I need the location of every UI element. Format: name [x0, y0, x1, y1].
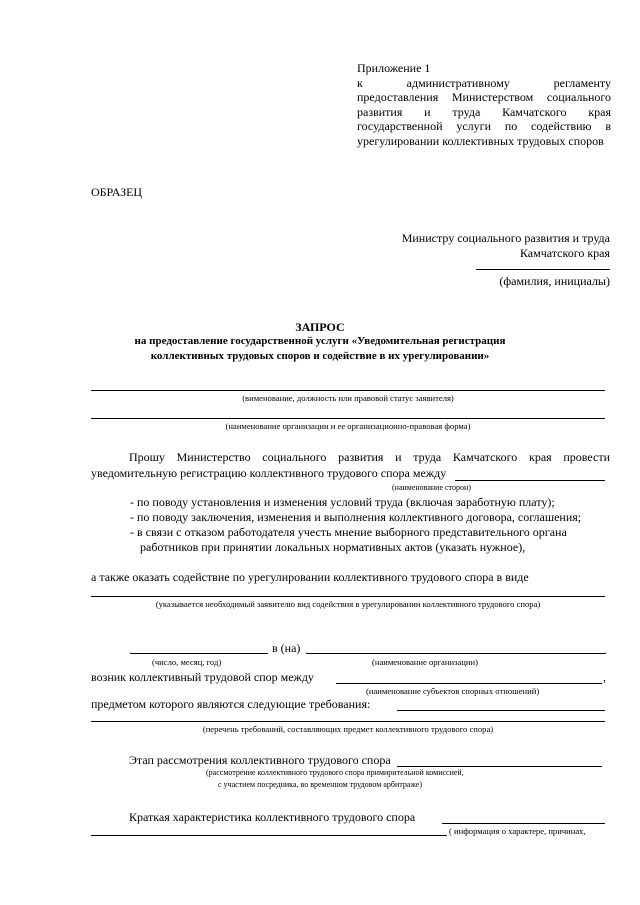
assistance-fill-line: [91, 596, 605, 597]
organization-line: [91, 418, 605, 419]
date-line: [130, 653, 268, 654]
assistance-line: а также оказать содействие по урегулировании коллективного трудового спора в виде: [91, 570, 529, 584]
subject-label: предметом которого являются следующие требования:: [91, 697, 371, 711]
appendix-block: [357, 61, 611, 149]
brief-fill-line: [91, 835, 447, 836]
request-option-1: - по поводу установления и изменения условий труда (включая заработную плату);: [130, 495, 555, 509]
addressee-name-line: [476, 269, 610, 270]
request-paragraph-line1: Прошу Министерство социального развития и труда Камчатского края провести: [129, 450, 610, 464]
organization-name-line: [306, 653, 606, 654]
assistance-hint: (указывается необходимый заявителю вид содействия в урегулировании коллективного трудового спора): [155, 599, 541, 609]
request-paragraph-line2: уведомительную регистрацию коллективного трудового спора между: [91, 466, 447, 480]
brief-label: Краткая характеристика коллективного трудового спора: [129, 810, 416, 824]
applicant-hint: (вименование, должность или правовой статус заявителя): [242, 393, 454, 403]
stage-hint-2: с участием посредника, во временном трудовом арбитраже): [218, 780, 422, 789]
claims-hint: (перечень требований, составляющих предмет коллективного трудового спора): [202, 724, 494, 734]
addressee-name-hint: (фамилия, инициалы): [499, 274, 610, 288]
date-hint: (число, месяц, год): [152, 657, 222, 667]
parties-line: [455, 480, 605, 481]
stage-label: Этап рассмотрения коллективного трудового спора: [129, 753, 391, 767]
stage-hint-1: (рассмотрение коллективного трудового спора примирительной комиссией,: [206, 768, 464, 777]
arose-label: возник коллективный трудовой спор между: [91, 670, 314, 684]
addressee-line1: Министру социального развития и труда: [401, 231, 610, 245]
organization-name-hint: (наименование организации): [372, 657, 478, 667]
addressee-line2: Камчатского края: [519, 246, 610, 260]
subject-line: [397, 710, 605, 711]
appendix-line: к административному регламенту: [357, 75, 611, 90]
document-subtitle-2: коллективных трудовых споров и содействие в их урегулировании»: [150, 350, 490, 362]
subjects-line: [336, 683, 602, 684]
appendix-line: предоставления Министерством социального: [357, 90, 611, 105]
subjects-comma: ,: [603, 670, 606, 684]
claims-line: [91, 721, 605, 722]
appendix-line: Приложение 1: [357, 61, 431, 75]
stage-line: [397, 766, 602, 767]
brief-hint: ( информация о характере, причинах,: [449, 826, 586, 836]
appendix-line: развития и труда Камчатского края: [357, 104, 611, 119]
subjects-hint: (наименование субъектов спорных отношений): [366, 686, 540, 696]
appendix-line: государственной услуги по содействию в: [357, 119, 611, 134]
sample-label: ОБРАЗЕЦ: [91, 185, 143, 199]
applicant-line: [91, 390, 605, 391]
in-label: в (на): [272, 641, 301, 655]
document-subtitle-1: на предоставление государственной услуги «Уведомительная регистрация: [134, 335, 506, 347]
brief-line: [442, 823, 605, 824]
organization-hint: (наименование организации и ее организационно-правовая форма): [225, 421, 471, 431]
appendix-line: урегулировании коллективных трудовых споров: [357, 133, 604, 148]
request-option-3: - в связи с отказом работодателя учесть мнение выборного представительного органа: [130, 525, 567, 539]
request-option-2: - по поводу заключения, изменения и выполнения коллективного договора, соглашения;: [130, 510, 582, 524]
request-option-3-cont: работников при принятии локальных нормативных актов (указать нужное),: [140, 540, 526, 554]
parties-hint: (наименование сторон): [392, 483, 471, 492]
document-title: ЗАПРОС: [295, 320, 345, 334]
